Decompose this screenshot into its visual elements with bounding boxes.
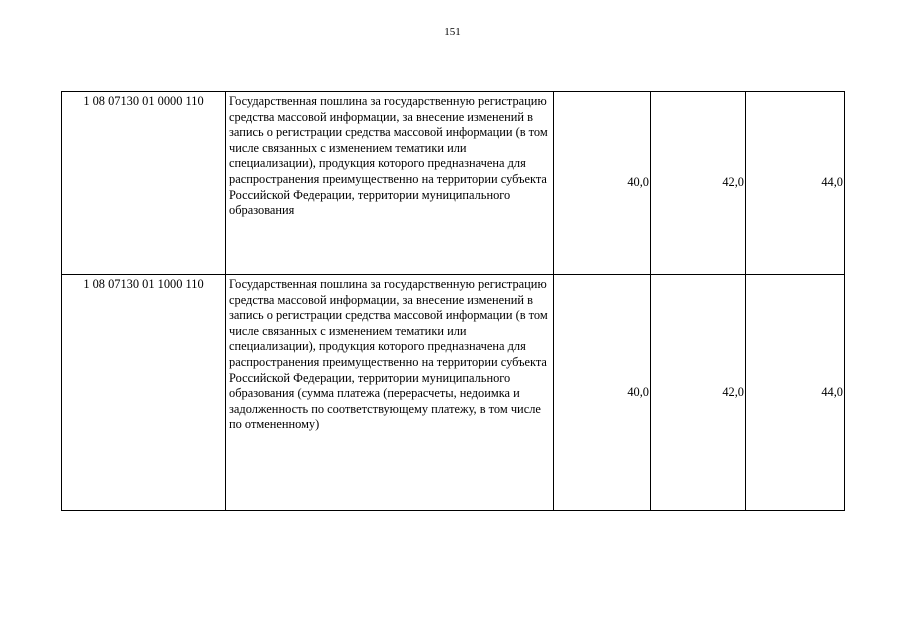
table-row [62,92,845,275]
value-cell-year-2: 42,0 [651,275,746,511]
value-cell-year-2: 42,0 [651,92,746,275]
value-cell-year-3: 44,0 [746,92,845,275]
value-cell-year-1: 40,0 [554,92,651,275]
revenue-table [61,91,845,511]
value-cell-year-1: 40,0 [554,275,651,511]
budget-code-cell: 1 08 07130 01 1000 110 [62,275,226,511]
table-row [62,275,845,511]
value-cell-year-3: 44,0 [746,275,845,511]
revenue-name-cell: Государственная пошлина за государственную регистрацию средства массовой информации, за внесение изменений в запись о регистрации средства массовой информации (в том числе связанных с изменением тематики или специализации), продукция которого предназначена для распространения преимущественно на территории субъекта Российской Федерации, территории муниципального образования (сумма платежа (перерасчеты, недоимка и задолженность по соответствующему платежу, в том числе по отмененному) [226,275,554,511]
budget-code-cell: 1 08 07130 01 0000 110 [62,92,226,275]
revenue-name-cell: Государственная пошлина за государственную регистрацию средства массовой информации, за внесение изменений в запись о регистрации средства массовой информации (в том числе связанных с изменением тематики или специализации), продукция которого предназначена для распространения преимущественно на территории субъекта Российской Федерации, территории муниципального образования [226,92,554,275]
page-number: 151 [444,26,461,38]
